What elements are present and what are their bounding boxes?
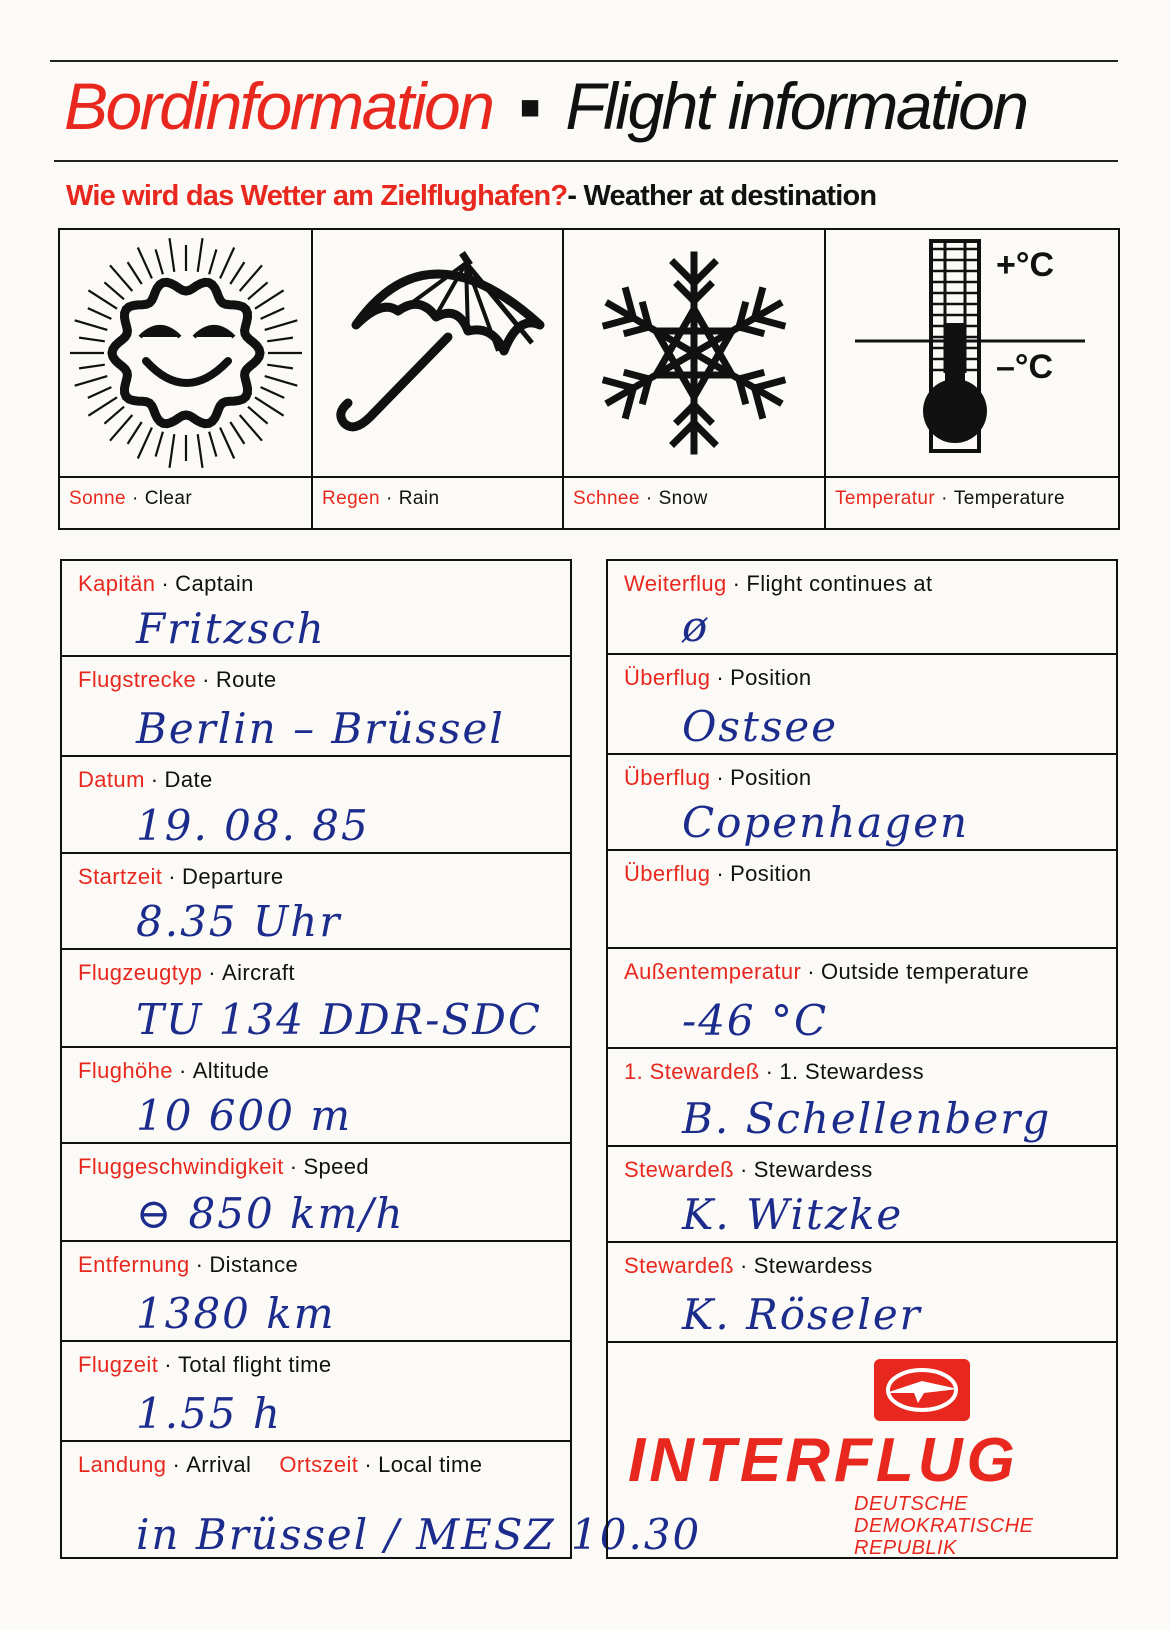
handwritten-value[interactable]: Fritzsch <box>136 604 326 653</box>
logo-line-3: REPUBLIK <box>854 1537 957 1559</box>
form-field-right <box>608 655 1116 755</box>
field-label-german: Flughöhe <box>78 1058 173 1083</box>
field-label-english: Total flight time <box>177 1352 332 1377</box>
handwritten-value[interactable]: in Brüssel / MESZ 10.30 <box>136 1510 702 1559</box>
form-field-right <box>608 561 1116 655</box>
field-label-english: Captain <box>175 571 254 596</box>
field-label-german: Fluggeschwindigkeit <box>78 1154 284 1179</box>
field-label-german: Überflug <box>624 765 711 790</box>
form-field-left <box>62 1144 570 1242</box>
handwritten-value[interactable]: 8.35 Uhr <box>136 897 342 946</box>
form-field-right <box>608 851 1116 949</box>
form-field-right <box>608 1243 1116 1343</box>
logo-line-1: DEUTSCHE <box>854 1493 969 1515</box>
form-field-left <box>62 1242 570 1342</box>
field-label-german: Landung <box>78 1452 167 1477</box>
field-label-german-2: Ortszeit <box>279 1452 359 1477</box>
field-label-german: Kapitän <box>78 571 156 596</box>
page-title <box>64 66 1124 146</box>
field-label: Stewardeß · Stewardess <box>624 1157 873 1182</box>
field-label: Startzeit · Departure <box>78 864 284 889</box>
form-field-left <box>62 854 570 950</box>
field-label: Außentemperatur · Outside temperature <box>624 959 1030 984</box>
handwritten-value[interactable]: TU 134 DDR-SDC <box>136 995 543 1044</box>
field-label: Flugzeit · Total flight time <box>78 1352 332 1377</box>
thermometer-icon <box>826 230 1118 478</box>
field-label-english: Departure <box>182 864 284 889</box>
weather-grid <box>58 228 1120 530</box>
field-label-english: Date <box>164 767 213 792</box>
field-label: Flughöhe · Altitude <box>78 1058 270 1083</box>
field-label: Überflug · Position <box>624 665 812 690</box>
weather-label-rain: Regen · Rain <box>322 488 440 509</box>
form-field-left <box>62 561 570 657</box>
handwritten-value[interactable]: 19. 08. 85 <box>136 801 370 850</box>
field-label-english: 1. Stewardess <box>779 1059 924 1084</box>
handwritten-value[interactable]: K. Röseler <box>682 1290 922 1339</box>
handwritten-value[interactable]: Berlin – Brüssel <box>136 704 505 753</box>
handwritten-value[interactable]: 10 600 m <box>136 1091 353 1140</box>
weather-option-temperature <box>826 230 1118 528</box>
field-label-german: Weiterflug <box>624 571 727 596</box>
sun-icon <box>60 230 311 478</box>
handwritten-value[interactable]: 1380 km <box>136 1289 336 1338</box>
field-label-german: Datum <box>78 767 145 792</box>
label-english: Clear <box>144 488 193 509</box>
field-label-german: Entfernung <box>78 1252 190 1277</box>
field-label-german: Überflug <box>624 665 711 690</box>
field-label-english: Position <box>730 861 812 886</box>
field-label-english: Aircraft <box>222 960 295 985</box>
form-field-right <box>608 1049 1116 1147</box>
field-label: Entfernung · Distance <box>78 1252 299 1277</box>
field-label: Flugzeugtyp · Aircraft <box>78 960 295 985</box>
title-separator: ▪ <box>518 69 540 143</box>
label-german: Regen <box>322 488 380 509</box>
minus-celsius-label: –°C <box>996 348 1054 386</box>
form-field-left <box>62 1342 570 1442</box>
field-label: Datum · Date <box>78 767 213 792</box>
field-label-english: Arrival <box>186 1452 252 1477</box>
field-label-german: Überflug <box>624 861 711 886</box>
field-label-english: Speed <box>303 1154 370 1179</box>
field-label-german: Flugzeit <box>78 1352 159 1377</box>
field-label-german: Stewardeß <box>624 1253 734 1278</box>
field-label: Überflug · Position <box>624 765 812 790</box>
field-label-english: Stewardess <box>753 1157 873 1182</box>
form-field-left <box>62 757 570 854</box>
handwritten-value[interactable]: ⊖ 850 km/h <box>136 1189 405 1238</box>
form-field-right <box>608 755 1116 851</box>
handwritten-value[interactable]: Copenhagen <box>682 798 970 847</box>
form-field-left <box>62 1442 702 1561</box>
field-label: Weiterflug · Flight continues at <box>624 571 933 596</box>
handwritten-value[interactable]: -46 °C <box>682 996 829 1045</box>
label-english: Rain <box>398 488 440 509</box>
handwritten-value[interactable]: 1.55 h <box>136 1389 282 1438</box>
handwritten-value[interactable]: ø <box>682 602 710 651</box>
title-english: Flight information <box>565 69 1027 143</box>
field-label-german: 1. Stewardeß <box>624 1059 760 1084</box>
field-label: Landung · Arrival Ortszeit · Local time <box>78 1452 483 1477</box>
field-label-english: Distance <box>209 1252 299 1277</box>
handwritten-value[interactable]: K. Witzke <box>682 1190 904 1239</box>
field-label-german: Stewardeß <box>624 1157 734 1182</box>
weather-option-clear <box>60 230 313 528</box>
form-field-left <box>62 950 570 1048</box>
logo-line-2: DEMOKRATISCHE <box>854 1515 1034 1537</box>
label-german: Sonne <box>69 488 126 509</box>
field-label-german: Startzeit <box>78 864 163 889</box>
field-label-german: Flugstrecke <box>78 667 197 692</box>
weather-heading <box>66 180 876 213</box>
weather-heading-english: - Weather at destination <box>567 180 877 212</box>
airline-logo-panel <box>608 1343 1116 1561</box>
field-label: Stewardeß · Stewardess <box>624 1253 873 1278</box>
field-label-english: Altitude <box>192 1058 270 1083</box>
field-label-english: Position <box>730 665 812 690</box>
form-field-right <box>608 949 1116 1049</box>
field-label: Fluggeschwindigkeit · Speed <box>78 1154 370 1179</box>
form-field-left <box>62 1048 570 1144</box>
snowflake-icon <box>564 230 824 478</box>
flight-details-right <box>606 559 1118 1559</box>
field-label: 1. Stewardeß · 1. Stewardess <box>624 1059 924 1084</box>
field-label: Kapitän · Captain <box>78 571 254 596</box>
field-label-english: Stewardess <box>753 1253 873 1278</box>
plus-celsius-label: +°C <box>996 246 1055 284</box>
weather-option-rain <box>313 230 564 528</box>
title-rule <box>54 160 1118 162</box>
weather-label-temperature: Temperatur · Temperature <box>835 488 1065 509</box>
field-label-german: Außentemperatur <box>624 959 802 984</box>
label-english: Temperature <box>953 488 1065 509</box>
label-english: Snow <box>658 488 708 509</box>
field-label-english: Flight continues at <box>746 571 933 596</box>
label-german: Schnee <box>573 488 640 509</box>
handwritten-value[interactable]: Ostsee <box>682 702 839 751</box>
field-label: Überflug · Position <box>624 861 812 886</box>
interflug-crane-icon <box>874 1359 970 1421</box>
field-label-english-2: Local time <box>378 1452 483 1477</box>
weather-label-clear: Sonne · Clear <box>69 488 193 509</box>
handwritten-value[interactable]: B. Schellenberg <box>682 1094 1052 1143</box>
weather-heading-german: Wie wird das Wetter am Zielflughafen? <box>66 180 568 212</box>
field-label-german: Flugzeugtyp <box>78 960 203 985</box>
top-rule <box>50 60 1118 62</box>
interflug-wordmark: INTERFLUG <box>628 1426 1019 1495</box>
form-field-left <box>62 657 570 757</box>
umbrella-icon <box>313 230 562 478</box>
title-german: Bordinformation <box>64 69 493 143</box>
form-field-right <box>608 1147 1116 1243</box>
field-label: Flugstrecke · Route <box>78 667 277 692</box>
weather-label-snow: Schnee · Snow <box>573 488 708 509</box>
field-label-english: Outside temperature <box>820 959 1030 984</box>
field-label-english: Route <box>215 667 277 692</box>
label-german: Temperatur <box>835 488 936 509</box>
weather-option-snow <box>564 230 826 528</box>
field-label-english: Position <box>730 765 812 790</box>
